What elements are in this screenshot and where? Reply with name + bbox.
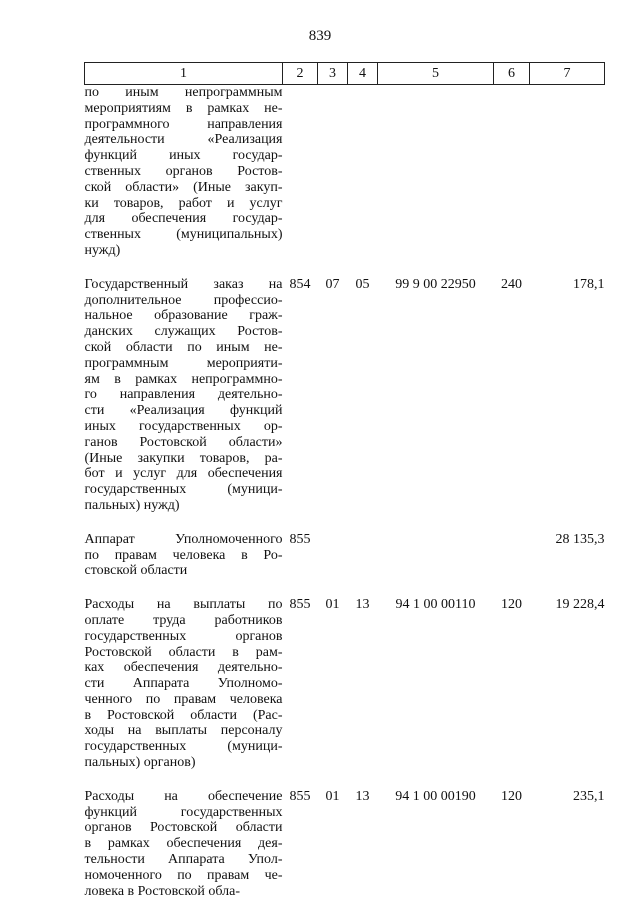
section-code: 01 <box>325 597 340 613</box>
table-body <box>85 85 605 900</box>
description-line: органов Ростовской области <box>84 820 283 836</box>
table-header <box>85 63 605 85</box>
ministry-code <box>283 85 318 259</box>
subsection-code: 13 <box>355 788 370 804</box>
description-line: деятельности «Реализация <box>84 132 283 148</box>
description-line: Расходы на выплаты по <box>84 597 283 613</box>
page-number: 839 <box>308 28 332 44</box>
column-header-7: 7 <box>530 63 605 85</box>
row-description <box>85 597 283 771</box>
description-line: для обеспечения государ- <box>84 211 283 227</box>
description-line: программного направления <box>84 116 283 132</box>
row-description <box>85 532 283 579</box>
description-line: нужд) <box>84 242 121 258</box>
description-line: стовской области <box>84 563 188 579</box>
description-line: ственных органов Ростов- <box>84 163 283 179</box>
description-line: по правам человека в Ро- <box>84 547 283 563</box>
description-line: ки товаров, работ и услуг <box>84 195 283 211</box>
target-article-code: 94 1 00 00110 <box>395 597 476 613</box>
description-line: функций государственных <box>84 804 283 820</box>
description-line: мероприятиям в рамках не- <box>84 100 283 116</box>
section-code <box>318 85 348 259</box>
target-article-code: 94 1 00 00190 <box>395 788 476 804</box>
description-line: бот и услуг для обеспечения <box>84 466 283 482</box>
column-header-1: 1 <box>85 63 283 85</box>
description-line: ганов Ростовской области» <box>84 434 283 450</box>
target-article-code: 99 9 00 22950 <box>395 276 476 292</box>
expense-type-code: 120 <box>501 597 522 613</box>
description-line: сти Аппарата Уполномо- <box>84 676 283 692</box>
description-line: ям в рамках непрограммно- <box>84 371 283 387</box>
description-line: иных государственных ор- <box>84 418 283 434</box>
description-line: государственных органов <box>84 628 283 644</box>
row-spacer <box>85 259 605 277</box>
section-code: 07 <box>325 276 340 292</box>
amount <box>530 85 605 259</box>
expense-type-code: 240 <box>501 276 522 292</box>
row-description <box>85 85 283 259</box>
description-line: ственных (муниципальных) <box>84 227 283 243</box>
description-line: ченного по правам человека <box>84 691 283 707</box>
amount: 235,1 <box>573 788 605 804</box>
expense-type-code <box>494 85 530 259</box>
target-article-code <box>378 532 494 579</box>
description-line: пальных) органов) <box>84 755 196 771</box>
column-header-6: 6 <box>494 63 530 85</box>
description-line: программным мероприяти- <box>84 355 283 371</box>
section-code <box>318 532 348 579</box>
description-line: (Иные закупки товаров, ра- <box>84 450 283 466</box>
description-line: пальных) нужд) <box>84 497 180 513</box>
budget-table <box>84 62 605 899</box>
row-spacer <box>85 579 605 597</box>
description-line: тельности Аппарата Упол- <box>84 852 283 868</box>
description-line: по иным непрограммным <box>84 85 283 100</box>
description-line: в Ростовской области (Рас- <box>84 707 283 723</box>
description-line: номоченного по правам че- <box>84 867 283 883</box>
column-header-5: 5 <box>378 63 494 85</box>
description-line: функций иных государ- <box>84 148 283 164</box>
subsection-code: 13 <box>355 597 370 613</box>
subsection-code <box>348 532 378 579</box>
subsection-code <box>348 85 378 259</box>
row-spacer-cell <box>85 259 605 277</box>
table-row <box>85 85 605 259</box>
expense-type-code <box>494 532 530 579</box>
row-spacer-cell <box>85 514 605 532</box>
ministry-code: 855 <box>289 531 311 547</box>
amount: 178,1 <box>573 276 605 292</box>
row-spacer <box>85 771 605 789</box>
description-line: Ростовской области в рам- <box>84 644 283 660</box>
row-description <box>85 789 283 900</box>
row-spacer-cell <box>85 771 605 789</box>
table-row <box>85 277 605 514</box>
column-header-2: 2 <box>283 63 318 85</box>
amount: 19 228,4 <box>555 597 605 613</box>
description-line: сти «Реализация функций <box>84 403 283 419</box>
description-line: ской области по иным не- <box>84 339 283 355</box>
ministry-code: 855 <box>289 597 311 613</box>
description-line: в рамках обеспечения дея- <box>84 836 283 852</box>
description-line: оплате труда работников <box>84 612 283 628</box>
table-row <box>85 532 605 579</box>
description-line: ках обеспечения деятельно- <box>84 660 283 676</box>
description-line: го направления деятельно- <box>84 387 283 403</box>
description-line: данских служащих Ростов- <box>84 324 283 340</box>
target-article-code <box>378 85 494 259</box>
ministry-code: 855 <box>289 788 311 804</box>
row-spacer-cell <box>85 579 605 597</box>
description-line: Государственный заказ на <box>84 276 283 292</box>
subsection-code: 05 <box>355 276 370 292</box>
amount: 28 135,3 <box>555 531 605 547</box>
description-line: ловека в Ростовской обла- <box>84 883 241 899</box>
table-row <box>85 597 605 771</box>
description-line: Аппарат Уполномоченного <box>84 531 283 547</box>
column-header-3: 3 <box>318 63 348 85</box>
row-spacer <box>85 514 605 532</box>
ministry-code: 854 <box>289 276 311 292</box>
column-header-4: 4 <box>348 63 378 85</box>
description-line: дополнительное профессио- <box>84 292 283 308</box>
expense-type-code: 120 <box>501 788 522 804</box>
description-line: государственных (муници- <box>84 482 283 498</box>
description-line: Расходы на обеспечение <box>84 788 283 804</box>
description-line: ской области» (Иные закуп- <box>84 179 283 195</box>
description-line: государственных (муници- <box>84 739 283 755</box>
description-line: ходы на выплаты персоналу <box>84 723 283 739</box>
section-code: 01 <box>325 788 340 804</box>
table-row <box>85 789 605 900</box>
row-description <box>85 277 283 514</box>
description-line: нальное образование граж- <box>84 308 283 324</box>
